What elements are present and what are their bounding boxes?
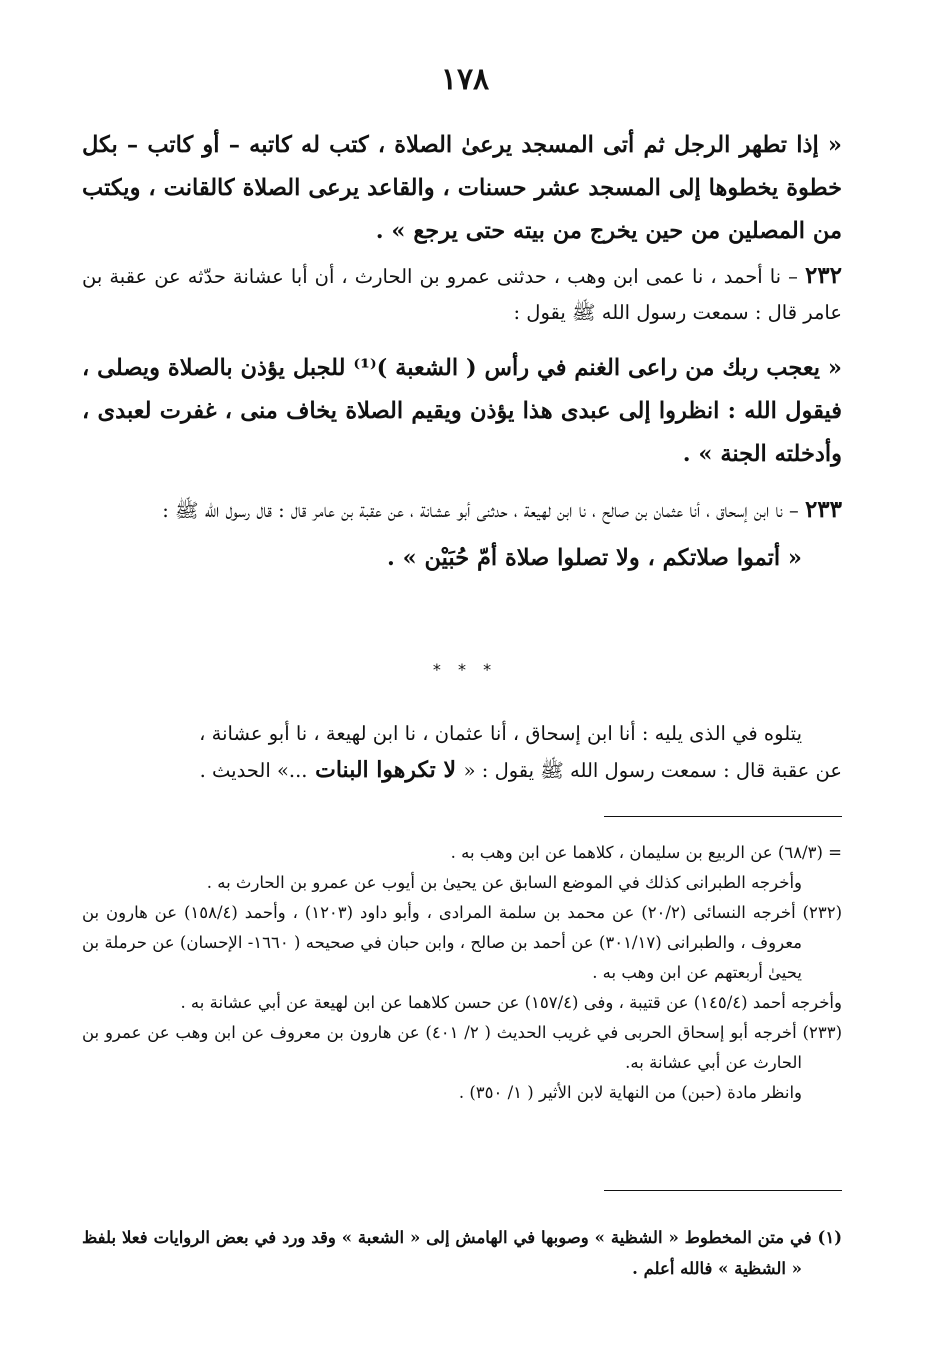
footnote-rule	[604, 816, 842, 817]
continuation-prefix: عن عقبة قال : سمعت رسول الله ﷺ يقول : «	[463, 759, 842, 782]
hadith-233-isnad-paragraph	[82, 492, 842, 529]
continuation-line-2	[82, 752, 842, 789]
page-number: ١٧٨	[440, 62, 490, 97]
hadith-232-isnad-paragraph	[82, 258, 842, 331]
continuation-suffix: ...» الحديث .	[199, 759, 308, 782]
footnote-line: وانظر مادة (حبن) من النهاية لابن الأثير ( ١/ ٣٥٠) .	[458, 1083, 802, 1102]
continuation-line-1: يتلوه في الذى يليه : أنا ابن إسحاق ، أنا عثمان ، نا ابن لهيعة ، نا أبو عشانة ،	[199, 722, 802, 745]
hadith-233-text: « أتموا صلاتكم ، ولا تصلوا صلاة أمّ حُبَيْن » .	[386, 545, 802, 571]
footnote-line: وأخرجه أحمد (١٤٥/٤) عن قتيبة ، وفى (١٥٧/٤) عن حسن كلاهما عن ابن لهيعة عن أبي عشانة به .	[180, 993, 842, 1012]
footnote-232: (٢٣٢) أخرجه النسائى (٢٠/٢) عن محمد بن سلمة المرادى ، وأبو داود (١٢٠٣) ، وأحمد (١٥٨/٤) عن هارون بن معروف ، والطبرانى (٣٠١/١٧) عن أحمد بن صالح ، وابن حبان في صحيحه ( ١٦٦٠- الإحسان) عن حرملة بن يحيىٰ أربعتهم عن ابن وهب به .	[82, 903, 842, 982]
footnote-233: (٢٣٣) أخرجه أبو إسحاق الحربى في غريب الحديث ( ٢/ ٤٠١) عن هارون بن معروف عن ابن وهب عن عمرو بن الحارث عن أبي عشانة به.	[82, 1023, 842, 1072]
margin-note-block	[82, 1222, 842, 1284]
continuation-hadith-title: لا تكرهوا البنات	[307, 757, 464, 783]
hadith-231-text-block	[82, 124, 842, 253]
footnote-line: وأخرجه الطبرانى كذلك في الموضع السابق عن يحيىٰ بن أيوب عن عمرو بن الحارث به .	[206, 873, 802, 892]
footnote-carryover: = (٦٨/٣) عن الربيع بن سليمان ، كلاهما عن ابن وهب به .	[450, 843, 842, 862]
hadith-232-block	[82, 258, 842, 476]
continuation-note	[82, 716, 842, 789]
margin-note: (١) في متن المخطوط « الشظية » وصوبها في الهامش إلى « الشعبة » وقد ورد في بعض الروايات فعلا بلفظ « الشظية » فالله أعلم .	[82, 1228, 842, 1278]
hadith-232-text: « يعجب ربك من راعى الغنم في رأس ( الشعبة )⁽¹⁾ للجبل يؤذن بالصلاة ويصلى ، فيقول الله : انظروا إلى عبدى هذا يؤذن ويقيم الصلاة يخاف منى ، غفرت لعبدى ، وأدخلته الجنة » .	[82, 355, 842, 467]
hadith-233-isnad: – نا ابن إسحاق ، أنا عثمان بن صالح ، نا ابن لهيعة ، حدثنى أبو عشانة ، عن عقبة بن عامر قال : قال رسول الله ﷺ :	[162, 499, 799, 522]
margin-note-rule	[604, 1190, 842, 1191]
hadith-number: ٢٣٣	[804, 496, 842, 523]
hadith-231-text: « إذا تطهر الرجل ثم أتى المسجد يرعىٰ الصلاة ، كتب له كاتبه – أو كاتب – بكل خطوة يخطوها إلى المسجد عشر حسنات ، والقاعد يرعى الصلاة كالقانت ، ويكتب من المصلين من حين يخرج من بيته حتى يرجع » .	[82, 132, 842, 244]
hadith-number: ٢٣٢	[804, 262, 842, 289]
hadith-233-block	[82, 492, 842, 580]
footnotes	[82, 838, 842, 1108]
hadith-232-isnad: – نا أحمد ، نا عمى ابن وهب ، حدثنى عمرو بن الحارث ، أن أبا عشانة حدّثه عن عقبة بن عامر قال : سمعت رسول الله ﷺ يقول :	[82, 265, 842, 324]
section-separator: * * *	[432, 660, 498, 679]
